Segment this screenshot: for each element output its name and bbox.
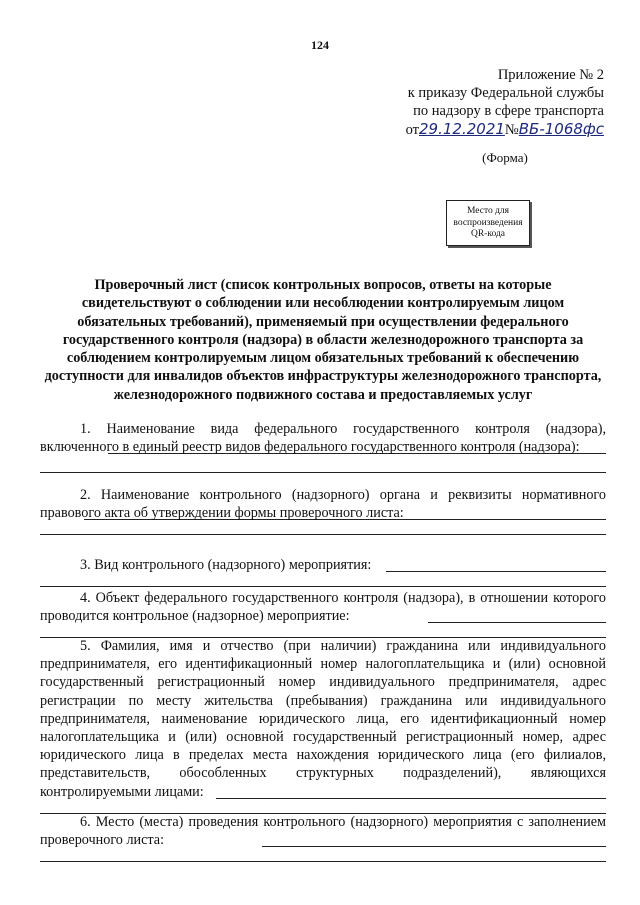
form-item-5 <box>40 637 606 814</box>
item-1-fill-line-2[interactable] <box>40 472 606 473</box>
form-label: (Форма) <box>482 150 528 165</box>
form-item-4 <box>40 589 606 638</box>
appendix-line-1: Приложение № 2 <box>497 67 604 83</box>
qr-line-1: Место для <box>466 206 510 216</box>
item-3-fill-line-2[interactable] <box>40 586 606 587</box>
document-title: Проверочный лист (список контрольных вопросов, ответы на которые свидетельствуют о соблюдении или несоблюдении контролируемым лицом обязательных требований), применяемый при осуществлении федерального государственного контроля (надзора) в области железнодорожного транспорта за соблюдением контролируемым лицом обязательных требований к обеспечению доступности для инвалидов объектов инфраструктуры железнодорожного транспорта, железнодорожного подвижного состава и предоставляемых услуг <box>44 277 602 403</box>
form-item-3 <box>40 556 606 587</box>
item-2-text: 2. Наименование контрольного (надзорного) органа и реквизиты нормативного правового акта об утверждении формы проверочного листа: <box>40 487 606 522</box>
handwritten-order-number: ВБ-1068фс <box>518 120 604 138</box>
item-5-fill-line[interactable] <box>216 798 606 799</box>
item-4-text: 4. Объект федерального государственного контроля (надзора), в отношении которого проводится контрольное (надзорное) мероприятие: <box>40 590 606 625</box>
appendix-line-2: к приказу Федеральной службы <box>407 85 604 101</box>
item-3-fill-line[interactable] <box>386 571 606 572</box>
item-1-text: 1. Наименование вида федерального государственного контроля (надзора), включенного в единый реестр видов федерального государственного контроля (надзора): <box>40 421 606 456</box>
form-item-1 <box>40 420 606 473</box>
item-5-text: 5. Фамилия, имя и отчество (при наличии) гражданина или индивидуального предпринимателя, его идентификационный номер налогоплательщика и (или) основной государственный регистрационный номер индивидуального предпринимателя, адрес регистрации по месту жительства (пребывания) гражданина или индивидуального предпринимателя, наименование юридического лица, его идентификационный номер налогоплательщика и (или) основной государственный регистрационный номер, адрес юридического лица в пределах места нахождения юридического лица (его филиалов, представительств, обособленных структурных подразделений), являющихся контролируемыми лицами: <box>40 638 606 800</box>
qr-line-2: воспроизведения <box>453 217 523 228</box>
item-6-text: 6. Место (места) проведения контрольного (надзорного) мероприятия с заполнением проверочного листа: <box>40 814 606 849</box>
form-item-2 <box>40 486 606 535</box>
item-6-fill-line-2[interactable] <box>40 861 606 862</box>
item-3-text: 3. Вид контрольного (надзорного) мероприятия: <box>80 557 372 573</box>
appendix-line-4 <box>364 120 604 139</box>
qr-line-3: QR-кода <box>470 229 506 239</box>
number-prefix: № <box>504 122 519 138</box>
item-2-fill-line-2[interactable] <box>40 534 606 535</box>
item-6-fill-line[interactable] <box>262 846 606 847</box>
appendix-line-3: по надзору в сфере транспорта <box>413 103 604 119</box>
date-prefix: от <box>405 122 420 138</box>
item-4-fill-line[interactable] <box>428 622 606 623</box>
form-item-6 <box>40 813 606 862</box>
qr-code-placeholder <box>446 200 530 246</box>
page-number: 124 <box>311 38 329 52</box>
handwritten-date: 29.12.2021 <box>419 120 505 138</box>
appendix-header <box>364 66 604 139</box>
